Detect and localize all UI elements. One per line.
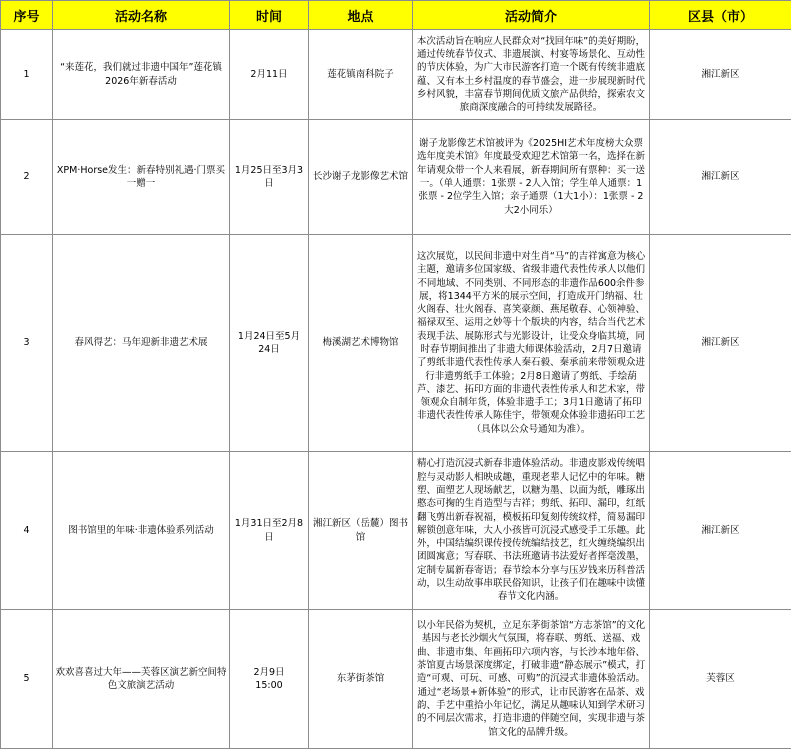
cell-description [413, 610, 650, 749]
cell-place: 长沙谢子龙影像艺术馆 [309, 120, 413, 235]
cell-no: 3 [1, 235, 53, 452]
cell-place: 梅溪湖艺术博物馆 [309, 235, 413, 452]
header-place: 地点 [309, 1, 413, 30]
header-activity-name: 活动名称 [53, 1, 230, 30]
header-description: 活动简介 [413, 1, 650, 30]
description-text: 精心打造沉浸式新春非遗体验活动。非遗皮影戏传统唱腔与灵动影人相映成趣，重现老辈人记忆中的年味。糖塑、面塑艺人现场献艺，以糖为墨、以面为纸，雕琢出憨态可掬的生肖造型与吉祥；剪纸、拓印、漏印，红纸翻飞剪出新春祝福，模板拓印复刻传统纹样，简易漏印解锁创意年味，大人小孩皆可沉浸式感受手工乐趣。此外，中国结编织课传授传统编结技艺，红火缠绕编织出团圆寓意；写春联、书法班邀请书法爱好者挥毫泼墨，定制专属新春寄语；春节绘本分享与压岁钱来历科普活动，以生动故事串联民俗知识，让孩子们在趣味中读懂春节文化内涵。 [416, 457, 646, 603]
cell-description [413, 120, 650, 235]
cell-activity-name: “来莲花，我们就过非遗中国年”莲花镇2026年新春活动 [53, 30, 230, 120]
table-row [1, 452, 791, 610]
table-row [1, 610, 791, 749]
cell-time: 1月24日至5月24日 [230, 235, 309, 452]
cell-no: 5 [1, 610, 53, 749]
cell-description [413, 30, 650, 120]
header-row [1, 1, 791, 30]
header-no: 序号 [1, 1, 53, 30]
cell-no: 4 [1, 452, 53, 610]
cell-description [413, 235, 650, 452]
cell-district: 湘江新区 [650, 120, 791, 235]
cell-place: 莲花镇南科院子 [309, 30, 413, 120]
header-district: 区县（市） [650, 1, 791, 30]
cell-time: 1月31日至2月8日 [230, 452, 309, 610]
cell-district: 湘江新区 [650, 235, 791, 452]
table-row [1, 235, 791, 452]
cell-district: 芙蓉区 [650, 610, 791, 749]
cell-no: 2 [1, 120, 53, 235]
cell-time: 2月9日 15:00 [230, 610, 309, 749]
table-row [1, 30, 791, 120]
cell-district: 湘江新区 [650, 452, 791, 610]
cell-place: 湘江新区（岳麓）图书馆 [309, 452, 413, 610]
table-row [1, 120, 791, 235]
cell-place: 东茅街茶馆 [309, 610, 413, 749]
cell-no: 1 [1, 30, 53, 120]
description-text: 谢子龙影像艺术馆被评为《2025HI艺术年度榜大众票选年度美术馆》年度最受欢迎艺术馆第一名，选择在新年请观众带一个人来看展，新春期间所有票种：买一送一。（单人通票：1张票 - 2人入馆；学生单人通票：1张票 - 2位学生入馆；亲子通票（1大1小）：1张票 - 2大2小同乐） [416, 137, 646, 217]
cell-time: 2月11日 [230, 30, 309, 120]
header-time: 时间 [230, 1, 309, 30]
cell-description [413, 452, 650, 610]
description-text: 以小年民俗为契机，立足东茅街茶馆“方志茶馆”的文化基因与老长沙烟火气氛围，将春联、剪纸、送福、戏曲、非遗市集、年画拓印六项内容，与长沙本地年俗、茶馆夏古场景深度绑定，打破非遗“静态展示”模式，打造“可观、可玩、可感、可购”的沉浸式非遗体验活动。通过“老场景+新体验”的形式，让市民游客在品茶、戏韵、手艺中重拾小年记忆，满足从趣味认知到学术研习的不同层次需求，打造非遗的伴随空间，实现非遗与茶馆文化的品牌升级。 [416, 619, 646, 739]
cell-time: 1月25日至3月3日 [230, 120, 309, 235]
cell-activity-name: 欢欢喜喜过大年——芙蓉区演艺新空间特色文旅演艺活动 [53, 610, 230, 749]
cell-activity-name: 图书馆里的年味·非遗体验系列活动 [53, 452, 230, 610]
description-text: 本次活动旨在响应人民群众对“找回年味”的美好期盼，通过传统春节仪式、非遗展演、村宴等场景化、互动性的节庆体验，为广大市民游客打造一个既有传统非遗底蕴、又有本土乡村温度的春节盛会，进一步展现新时代乡村风貌，丰富春节期间优质文旅产品供给，探索农文旅商深度融合的可持续发展路径。 [416, 35, 646, 115]
cell-activity-name: XPM·Horse发生：新春特别礼遇·门票买一赠一 [53, 120, 230, 235]
cell-activity-name: 春风得艺：马年迎新非遗艺术展 [53, 235, 230, 452]
cell-district: 湘江新区 [650, 30, 791, 120]
description-text: 这次展览，以民间非遗中对生肖“马”的吉祥寓意为核心主题，邀请多位国家级、省级非遗代表性传承人以他们不同地域、不同类别、不同形态的非遗作品600余件参展，将1344平方米的展示空间，打造成开门纳福、壮火阁春、壮火阁春、喜笑豪颜、燕尾敬春、心领神验、福禄双至、运用之妙等十个版块的内容，结合当代艺术表现手法、展陈形式与光影设计，让受众身临其境，同时春节期间推出了非遗大师课体验活动，2月7日邀请了剪纸非遗代表性传承人秦石毅、秦承前来带领观众进行非遗剪纸手工体验；2月8日邀请了剪纸、手绘葫芦、漆艺、拓印方面的非遗代表性传承人和艺术家，带领观众自制年货，体验非遗手工；3月1日邀请了拓印非遗代表性传承人陈佳宇，带领观众体验非遗拓印工艺（具体以公众号通知为准）。 [416, 250, 646, 436]
